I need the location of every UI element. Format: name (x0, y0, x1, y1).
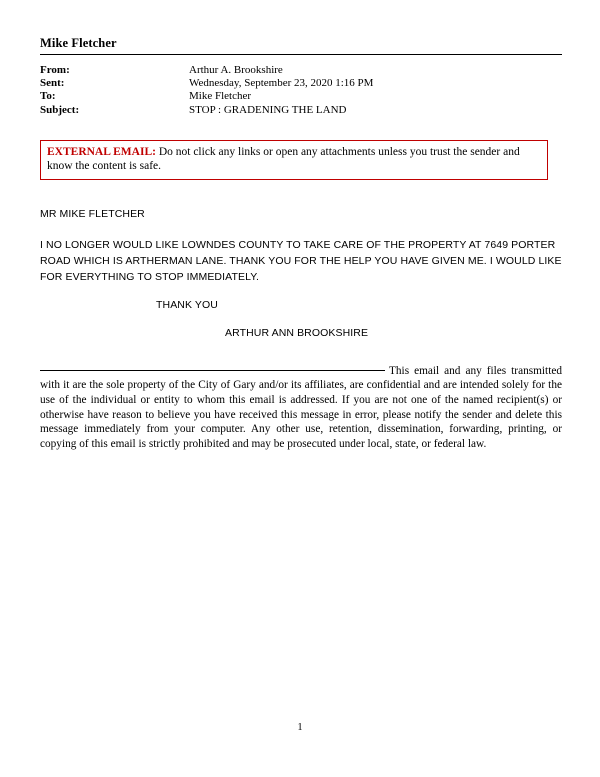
header-value-subject: STOP : GRADENING THE LAND (189, 103, 347, 116)
body-spacer-2 (40, 313, 562, 325)
document-content (40, 36, 562, 451)
body-salutation: MR MIKE FLETCHER (40, 207, 145, 220)
warning-prefix: EXTERNAL EMAIL: (47, 145, 156, 158)
body-closing: THANK YOU (156, 298, 218, 311)
header-row-subject (40, 104, 562, 117)
page-title: Mike Fletcher (40, 36, 562, 55)
header-value-sent: Wednesday, September 23, 2020 1:16 PM (189, 77, 374, 90)
warning-content (47, 146, 520, 173)
email-body (40, 206, 562, 341)
header-row-to (40, 90, 562, 103)
header-label-subject: Subject: (40, 103, 80, 116)
header-label-sent: Sent: (40, 77, 65, 90)
external-email-warning (40, 140, 548, 180)
header-row-sent (40, 77, 562, 90)
header-value-from: Arthur A. Brookshire (189, 64, 283, 76)
body-spacer (40, 285, 562, 297)
header-value-to: Mike Fletcher (189, 90, 252, 103)
header-label-to: To: (40, 90, 56, 103)
header-label-from: From: (40, 64, 70, 76)
body-signature: ARTHUR ANN BROOKSHIRE (225, 326, 369, 339)
body-paragraph: I NO LONGER WOULD LIKE LOWNDES COUNTY TO TAKE CARE OF THE PROPERTY AT 7649 PORTER ROAD WHICH IS ARTHERMAN LANE. THANK YOU FOR THE HELP YOU HAVE GIVEN ME. I WOULD LIKE FOR EVERYTHING TO STOP IMMEDIATELY. (40, 238, 562, 283)
email-header-table (40, 64, 562, 117)
header-row-from (40, 64, 562, 77)
page-number: 1 (297, 722, 303, 733)
warning-text: Do not click any links or open any attachments unless you trust the sender and know the content is safe. (47, 145, 520, 173)
email-disclaimer (40, 364, 562, 452)
disclaimer-divider (40, 370, 385, 371)
disclaimer-text: This email and any files transmitted with it are the sole property of the City of Gary and/or its affiliates, are confidential and are intended solely for the use of the individual or entity to whom this email is addressed. If you are not one of the named recipient(s) or otherwise have reason to believe you have received this message in error, please notify the sender and delete this message immediately from your computer. Any other use, retention, dissemination, forwarding, printing, or copying of this email is strictly prohibited and may be prosecuted under local, state, or federal law. (40, 364, 562, 450)
